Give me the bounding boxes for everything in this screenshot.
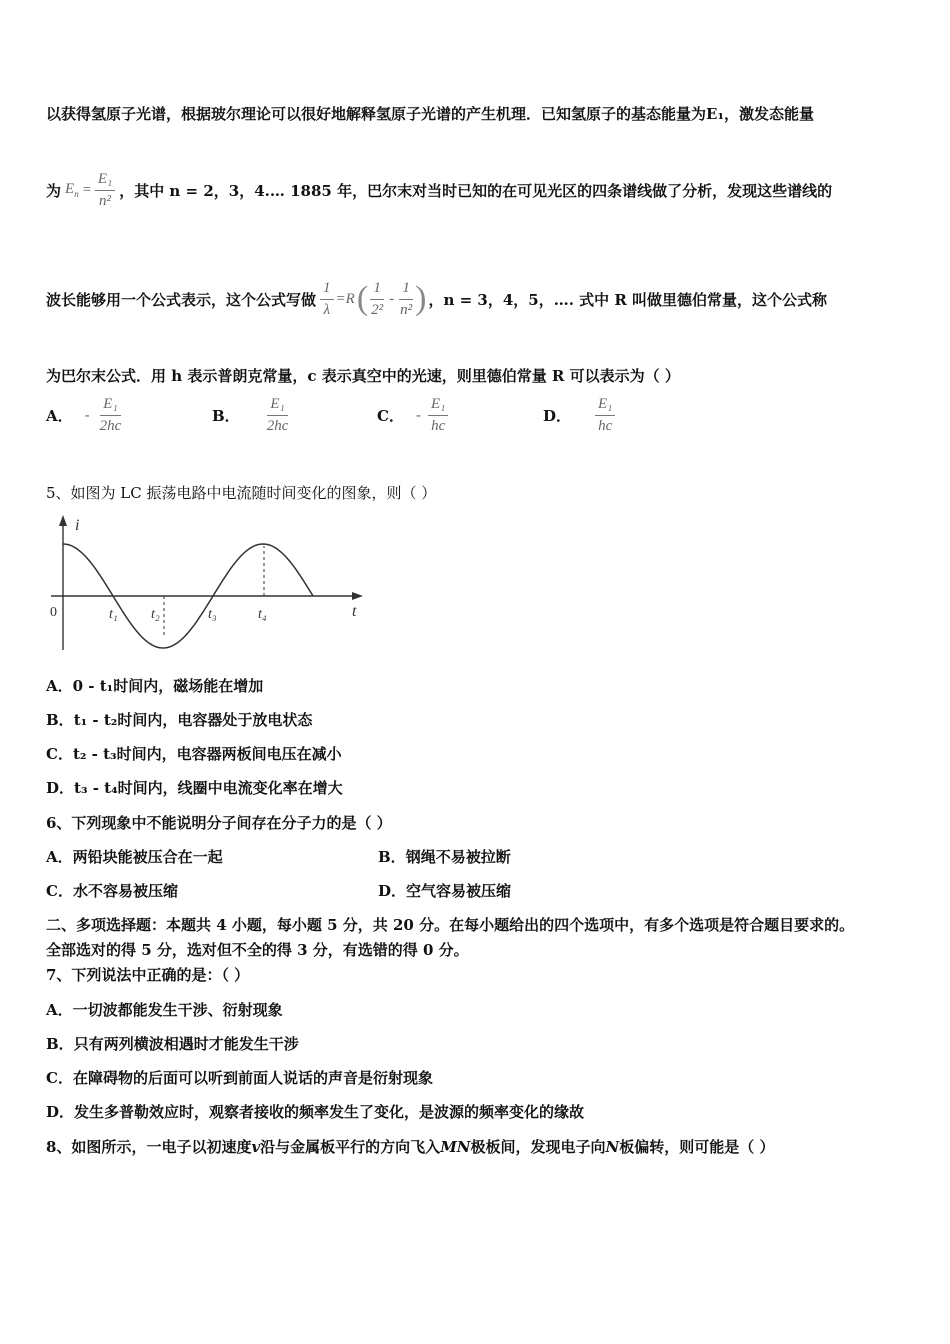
section2-line-1: 二、多项选择题：本题共 4 小题，每小题 5 分，共 20 分。在每小题给出的四个选项中，有多个选项是符合题目要求的。 (46, 916, 855, 934)
q7-option-d[interactable]: D．发生多普勒效应时，观察者接收的频率发生了变化，是波源的频率变化的缘故 (46, 1103, 585, 1121)
q4-option-c[interactable] (377, 396, 448, 434)
q6-option-a[interactable]: A．两铅块能被压合在一起 (46, 848, 223, 866)
intro-line-3 (46, 270, 827, 328)
q4-option-fraction: $\frac{\text{E₁}}{2hc}$ (266, 396, 289, 434)
energy-formula-lhs: $E_n$ (65, 181, 79, 199)
q8-stem: 8、如图所示，一电子以初速度v沿与金属板平行的方向飞入MN极板间，发现电子向N板偏转，则可能是（ ） (46, 1138, 775, 1156)
q7-option-b[interactable]: B．只有两列横波相遇时才能发生干涉 (46, 1035, 299, 1053)
q6-option-d[interactable]: D．空气容易被压缩 (378, 882, 512, 900)
q4-option-b[interactable] (212, 396, 291, 434)
intro-line-2 (46, 165, 832, 215)
section2-line-2: 全部选对的得 5 分，选对但不全的得 3 分，有选错的得 0 分。 (46, 941, 469, 959)
q6-option-b[interactable]: B．钢绳不易被拉断 (378, 848, 511, 866)
q7-option-c[interactable]: C．在障碍物的后面可以听到前面人说话的声音是衍射现象 (46, 1069, 433, 1087)
tick-t1: t₁ (109, 607, 118, 622)
q4-option-sign: - (84, 406, 90, 424)
q4-option-label: C． (377, 406, 404, 425)
intro-line-1: 以获得氢原子光谱，根据玻尔理论可以很好地解释氢原子光谱的产生机理．已知氢原子的基态能量为E₁，激发态能量 (46, 105, 815, 123)
balmer-lhs-fraction: $\frac{1}{\lambda}$ (320, 280, 334, 318)
q7-option-a[interactable]: A．一切波都能发生干涉、衍射现象 (46, 1001, 283, 1019)
intro-line-3-prefix: 波长能够用一个公式表示，这个公式写做 (46, 290, 317, 309)
q6-option-c[interactable]: C．水不容易被压缩 (46, 882, 178, 900)
q5-option-a[interactable]: A．0 - t₁时间内，磁场能在增加 (46, 677, 264, 695)
right-paren: ) (415, 280, 427, 317)
i-axis-arrow (59, 515, 67, 526)
balmer-term2: $\frac{1}{\text{n²}}$ (400, 280, 413, 318)
i-axis-label: i (75, 517, 80, 534)
t-axis-arrow (352, 592, 363, 600)
q4-option-fraction: $\frac{\text{E₁}}{2hc}$ (99, 396, 122, 434)
q5-option-c[interactable]: C．t₂ - t₃时间内，电容器两板间电压在减小 (46, 745, 342, 763)
tick-t4: t₄ (258, 607, 267, 622)
tick-t3: t₃ (208, 607, 217, 622)
q4-option-label: B． (212, 406, 240, 425)
q4-option-label: D． (543, 406, 572, 425)
balmer-term1: $\frac{1}{\text{2²}}$ (371, 280, 384, 318)
q4-option-d[interactable] (543, 396, 615, 434)
q4-option-sign: - (415, 406, 422, 424)
lc-current-graph (45, 512, 375, 660)
balmer-formula (320, 280, 426, 318)
balmer-minus: - (389, 290, 395, 307)
q6-stem: 6、下列现象中不能说明分子间存在分子力的是（ ） (46, 814, 392, 832)
origin-label: 0 (50, 605, 57, 620)
q5-option-b[interactable]: B．t₁ - t₂时间内，电容器处于放电状态 (46, 711, 313, 729)
q4-option-fraction: $\frac{\text{E₁}}{hc}$ (428, 396, 448, 434)
intro-line-4: 为巴尔末公式．用 h 表示普朗克常量，c 表示真空中的光速，则里德伯常量 R 可以表示为（ ） (46, 367, 680, 385)
balmer-eq-r: =R (335, 290, 355, 307)
q4-option-a[interactable] (46, 396, 124, 434)
intro-line-2-prefix: 为 (46, 181, 62, 200)
energy-formula-fraction: $\frac{\text{E₁}}{\text{n²}}$ (95, 171, 115, 209)
left-paren: ( (356, 280, 369, 317)
intro-line-2-suffix: ，其中 n = 2，3，4.… 1885 年，巴尔末对当时已知的在可见光区的四条谱线做了分析，发现这些谱线的 (119, 181, 833, 200)
t-axis-label: t (352, 603, 357, 620)
q5-stem: 5、如图为 LC 振荡电路中电流随时间变化的图象，则（ ） (46, 484, 437, 502)
energy-formula-eq: = (81, 181, 92, 198)
q4-option-label: A． (46, 406, 73, 425)
intro-line-3-suffix: ，n = 3，4，5，…. 式中 R 叫做里德伯常量，这个公式称 (428, 290, 828, 309)
q7-stem: 7、下列说法中正确的是：（ ） (46, 966, 250, 984)
q5-option-d[interactable]: D．t₃ - t₄时间内，线圈中电流变化率在增大 (46, 779, 343, 797)
q4-option-fraction: $\frac{\text{E₁}}{hc}$ (595, 396, 615, 434)
tick-t2: t₂ (151, 607, 160, 622)
